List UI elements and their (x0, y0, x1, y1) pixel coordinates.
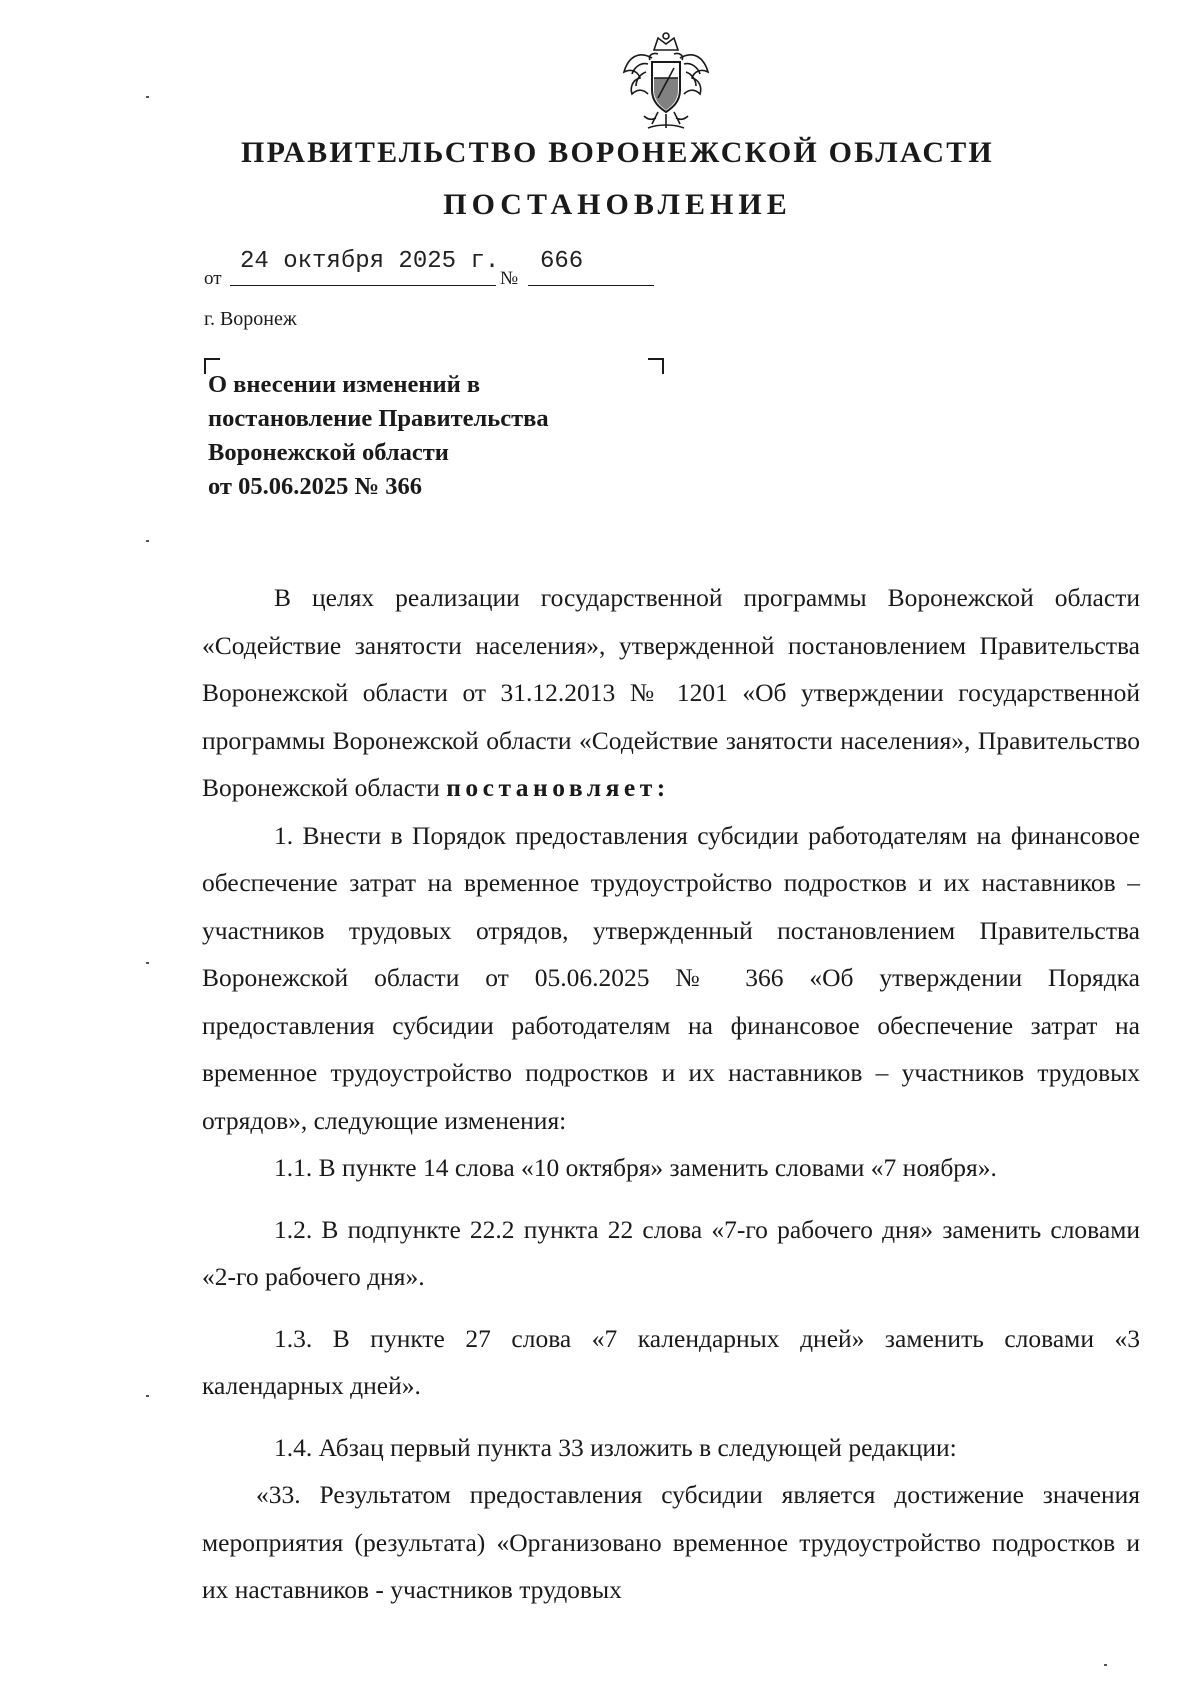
item-1: 1. Внести в Порядок предоставления субсидии работодателям на финансовое обеспечение затрат на временное трудоустройство подростков и их наставников – участников трудовых отрядов, утвержденный постановлением Правительства Воронежской области от 05.06.2025 № 366 «Об утверждении Порядка предоставления субсидии работодателям на финансовое обеспечение затрат на временное трудоустройство подростков и их наставников – участников трудовых отрядов», следующие изменения: (202, 820, 1140, 1135)
subject-block (208, 368, 668, 504)
date-prefix: от (204, 268, 222, 289)
government-title: ПРАВИТЕЛЬСТВО ВОРОНЕЖСКОЙ ОБЛАСТИ (241, 136, 994, 169)
subject-line: О внесении изменений в (208, 371, 481, 398)
item-1-2: 1.2. В подпункте 22.2 пункта 22 слова «7-го рабочего дня» заменить словами «2-го рабочего дня». (202, 1214, 1140, 1291)
date-number-row (204, 246, 704, 290)
document-body (202, 574, 1140, 1614)
scan-mark (146, 540, 149, 542)
city: г. Воронеж (204, 308, 297, 330)
resolves-word: постановляет: (446, 773, 670, 802)
subject-line: Воронежской области (208, 439, 449, 466)
item-1-4: 1.4. Абзац первый пункта 33 изложить в следующей редакции: (274, 1432, 957, 1462)
scan-mark (146, 96, 149, 98)
preamble-text: В целях реализации государственной программы Воронежской области «Содействие занятости населения», утвержденной постановлением Правительства Воронежской области от 31.12.2013 № 1201 «Об утверждении государственной программы Воронежской области «Содействие занятости населения», Правительство Воронежской области (202, 583, 1140, 802)
number-prefix: № (500, 268, 519, 289)
date-value: 24 октября 2025 г. (240, 248, 500, 275)
number-underline (528, 285, 654, 286)
number-value: 666 (540, 248, 584, 275)
scan-mark (146, 962, 149, 964)
preamble-paragraph (202, 574, 1140, 812)
scan-mark (146, 1395, 149, 1397)
item-1-1: 1.1. В пункте 14 слова «10 октября» заменить словами «7 ноября». (274, 1153, 997, 1182)
subject-line: постановление Правительства (208, 405, 549, 432)
coat-of-arms-icon (618, 28, 714, 136)
date-underline (230, 285, 496, 286)
document-type: ПОСТАНОВЛЕНИЕ (443, 188, 792, 221)
item-33-text: «33. Результатом предоставления субсидии является достижение значения мероприятия (результата) «Организовано временное трудоустройство подростков и их наставников - участников трудовых (202, 1480, 1140, 1604)
subject-line: от 05.06.2025 № 366 (208, 473, 422, 500)
scan-mark (1104, 1664, 1107, 1666)
item-1-3: 1.3. В пункте 27 слова «7 календарных дней» заменить словами «3 календарных дней». (202, 1323, 1140, 1400)
